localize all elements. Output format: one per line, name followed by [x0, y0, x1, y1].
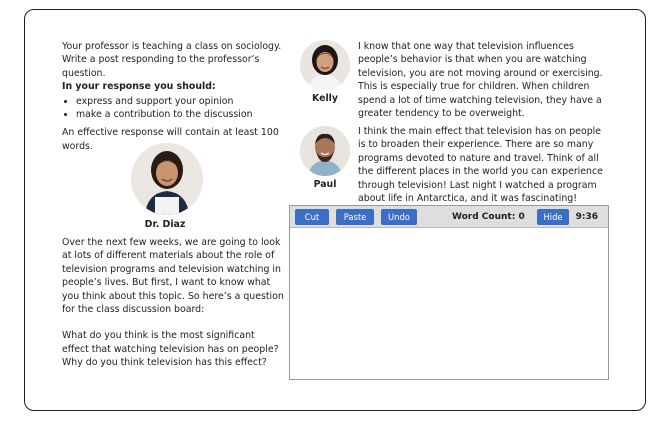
- response-heading: In your response you should:: [62, 81, 216, 93]
- paste-button[interactable]: Paste: [336, 209, 374, 225]
- professor-avatar-icon: [131, 143, 203, 215]
- cut-button[interactable]: Cut: [295, 209, 329, 225]
- undo-button[interactable]: Undo: [381, 209, 417, 225]
- requirement-item: • express and support your opinion: [76, 95, 284, 108]
- word-count: Word Count: 0: [452, 212, 525, 222]
- response-textarea[interactable]: [290, 228, 608, 379]
- task-instructions: [62, 40, 284, 153]
- professor-question: What do you think is the most significant effect that watching television has on people? Why do you think television has this effect?: [62, 330, 279, 369]
- professor-message-intro: Over the next few weeks, we are going to look at lots of different materials about the role of television programs and television watching in people’s lives. But first, I want to know what you think about this topic. So here’s a question for the class discussion board:: [62, 237, 284, 316]
- professor-name: Dr. Diaz: [144, 219, 186, 230]
- kelly-avatar-icon: [300, 40, 350, 90]
- paul-name: Paul: [313, 179, 337, 190]
- task-intro: Your professor is teaching a class on sociology. Write a post responding to the professor’s question.: [62, 41, 282, 79]
- paul-avatar-icon: [300, 126, 350, 176]
- editor-toolbar: [290, 206, 608, 228]
- requirement-list: [62, 95, 284, 122]
- hide-button[interactable]: Hide: [537, 209, 569, 225]
- professor-message: [62, 236, 284, 370]
- length-note: An effective response will contain at least 100 words.: [62, 127, 279, 152]
- requirement-item: • make a contribution to the discussion: [76, 108, 284, 121]
- kelly-name: Kelly: [312, 93, 338, 104]
- response-editor: [289, 205, 609, 380]
- countdown-timer: 9:36: [575, 212, 598, 222]
- kelly-post: I know that one way that television influences people’s behavior is that when you are watching television, you are not moving around or exercising. This is especially true for children. When children spend a lot of time watching television, they have a greater tendency to be overweight.: [358, 41, 603, 120]
- paul-post: I think the main effect that television has on people is to broaden their experience. There are so many programs devoted to nature and travel. Think of all the different places in the world you can experience through television! Last night I watched a program about life in Antarctica, and it was fascinating!: [358, 126, 603, 205]
